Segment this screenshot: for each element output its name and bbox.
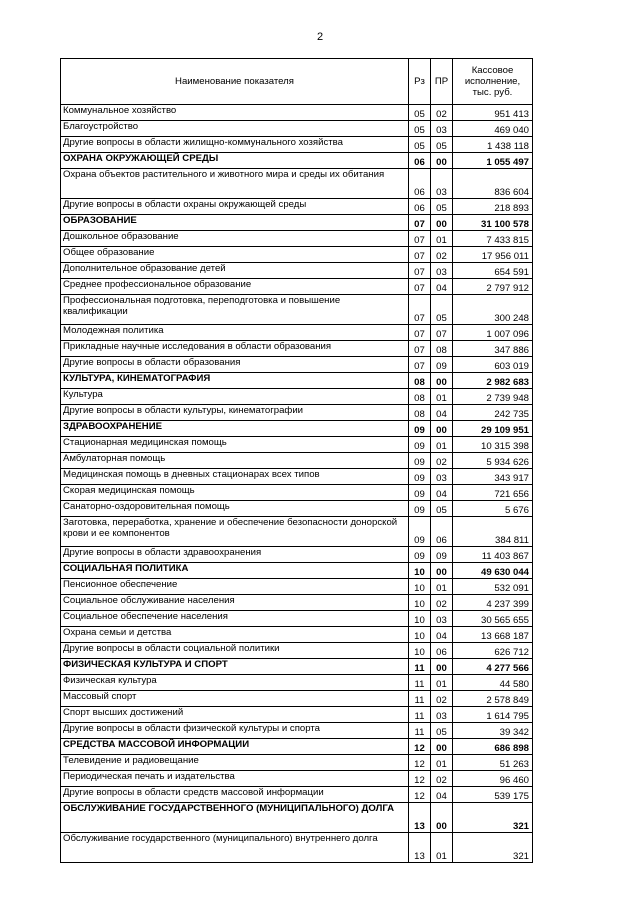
row-rz: 10 (409, 579, 431, 595)
row-pr: 04 (431, 405, 453, 421)
row-value: 532 091 (453, 579, 533, 595)
row-pr: 01 (431, 231, 453, 247)
row-rz: 11 (409, 659, 431, 675)
row-value: 5 934 626 (453, 453, 533, 469)
row-name: Коммунальное хозяйство (61, 105, 409, 121)
row-rz: 12 (409, 755, 431, 771)
row-rz: 07 (409, 263, 431, 279)
row-pr: 03 (431, 121, 453, 137)
row-value: 31 100 578 (453, 215, 533, 231)
table-row (61, 643, 533, 659)
row-name: Другие вопросы в области охраны окружающей среды (61, 199, 409, 215)
table-row (61, 357, 533, 373)
table-row (61, 279, 533, 295)
row-pr: 02 (431, 691, 453, 707)
row-pr: 07 (431, 325, 453, 341)
row-name: Стационарная медицинская помощь (61, 437, 409, 453)
row-name: Телевидение и радиовещание (61, 755, 409, 771)
row-rz: 09 (409, 485, 431, 501)
row-pr: 02 (431, 595, 453, 611)
row-pr: 05 (431, 723, 453, 739)
row-rz: 11 (409, 707, 431, 723)
row-value: 654 591 (453, 263, 533, 279)
row-name: Заготовка, переработка, хранение и обеспечение безопасности донорской крови и ее компонентов (61, 517, 409, 547)
row-name: ФИЗИЧЕСКАЯ КУЛЬТУРА И СПОРТ (61, 659, 409, 675)
table-row (61, 437, 533, 453)
header-value: Кассовое исполнение, тыс. руб. (453, 59, 533, 105)
row-rz: 09 (409, 517, 431, 547)
row-value: 13 668 187 (453, 627, 533, 643)
row-rz: 10 (409, 643, 431, 659)
budget-table (60, 58, 533, 863)
row-name: Другие вопросы в области здравоохранения (61, 547, 409, 563)
row-value: 469 040 (453, 121, 533, 137)
table-header-row (61, 59, 533, 105)
row-pr: 02 (431, 453, 453, 469)
row-pr: 03 (431, 707, 453, 723)
header-pr: ПР (431, 59, 453, 105)
table-row (61, 563, 533, 579)
table-row (61, 517, 533, 547)
row-pr: 03 (431, 263, 453, 279)
row-value: 1 614 795 (453, 707, 533, 723)
row-rz: 10 (409, 595, 431, 611)
table-row (61, 295, 533, 325)
row-pr: 03 (431, 611, 453, 627)
row-name: КУЛЬТУРА, КИНЕМАТОГРАФИЯ (61, 373, 409, 389)
row-rz: 06 (409, 153, 431, 169)
table-row (61, 121, 533, 137)
row-value: 49 630 044 (453, 563, 533, 579)
row-value: 343 917 (453, 469, 533, 485)
row-value: 39 342 (453, 723, 533, 739)
row-rz: 07 (409, 325, 431, 341)
row-name: ОБРАЗОВАНИЕ (61, 215, 409, 231)
table-row (61, 659, 533, 675)
table-row (61, 231, 533, 247)
row-name: Социальное обеспечение населения (61, 611, 409, 627)
row-pr: 01 (431, 579, 453, 595)
row-name: ОХРАНА ОКРУЖАЮЩЕЙ СРЕДЫ (61, 153, 409, 169)
row-name: ЗДРАВООХРАНЕНИЕ (61, 421, 409, 437)
page-number: 2 (316, 31, 324, 43)
row-name: Другие вопросы в области средств массовой информации (61, 787, 409, 803)
row-value: 321 (453, 803, 533, 833)
row-pr: 03 (431, 469, 453, 485)
row-value: 626 712 (453, 643, 533, 659)
row-rz: 09 (409, 421, 431, 437)
row-name: Пенсионное обеспечение (61, 579, 409, 595)
row-rz: 11 (409, 691, 431, 707)
row-value: 384 811 (453, 517, 533, 547)
row-name: Охрана семьи и детства (61, 627, 409, 643)
row-name: Скорая медицинская помощь (61, 485, 409, 501)
table-row (61, 199, 533, 215)
table-row (61, 579, 533, 595)
row-rz: 07 (409, 247, 431, 263)
row-value: 96 460 (453, 771, 533, 787)
table-row (61, 755, 533, 771)
row-pr: 02 (431, 105, 453, 121)
row-rz: 09 (409, 469, 431, 485)
row-value: 11 403 867 (453, 547, 533, 563)
row-value: 1 055 497 (453, 153, 533, 169)
row-rz: 12 (409, 787, 431, 803)
row-pr: 01 (431, 437, 453, 453)
row-name: Спорт высших достижений (61, 707, 409, 723)
row-rz: 09 (409, 437, 431, 453)
row-value: 44 580 (453, 675, 533, 691)
table-row (61, 501, 533, 517)
row-pr: 00 (431, 659, 453, 675)
row-name: Другие вопросы в области культуры, кинематографии (61, 405, 409, 421)
row-pr: 08 (431, 341, 453, 357)
row-rz: 12 (409, 739, 431, 755)
row-value: 5 676 (453, 501, 533, 517)
row-name: Обслуживание государственного (муниципального) внутреннего долга (61, 833, 409, 863)
row-pr: 04 (431, 627, 453, 643)
row-rz: 10 (409, 611, 431, 627)
table-row (61, 421, 533, 437)
row-pr: 06 (431, 517, 453, 547)
table-row (61, 469, 533, 485)
row-name: Молодежная политика (61, 325, 409, 341)
row-rz: 07 (409, 231, 431, 247)
row-rz: 07 (409, 295, 431, 325)
row-name: Дополнительное образование детей (61, 263, 409, 279)
row-name: Дошкольное образование (61, 231, 409, 247)
row-name: СРЕДСТВА МАССОВОЙ ИНФОРМАЦИИ (61, 739, 409, 755)
row-value: 218 893 (453, 199, 533, 215)
row-name: Медицинская помощь в дневных стационарах всех типов (61, 469, 409, 485)
row-pr: 04 (431, 279, 453, 295)
row-name: Культура (61, 389, 409, 405)
row-pr: 02 (431, 247, 453, 263)
table-row (61, 691, 533, 707)
row-value: 1 007 096 (453, 325, 533, 341)
row-rz: 08 (409, 373, 431, 389)
row-name: ОБСЛУЖИВАНИЕ ГОСУДАРСТВЕННОГО (МУНИЦИПАЛЬНОГО) ДОЛГА (61, 803, 409, 833)
table-row (61, 595, 533, 611)
row-name: Периодическая печать и издательства (61, 771, 409, 787)
table-row (61, 771, 533, 787)
row-pr: 00 (431, 373, 453, 389)
row-rz: 08 (409, 389, 431, 405)
row-value: 242 735 (453, 405, 533, 421)
row-pr: 00 (431, 563, 453, 579)
row-name: Охрана объектов растительного и животного мира и среды их обитания (61, 169, 409, 199)
table-row (61, 803, 533, 833)
table-row (61, 547, 533, 563)
table-row (61, 675, 533, 691)
table-row (61, 137, 533, 153)
row-rz: 07 (409, 215, 431, 231)
row-name: Массовый спорт (61, 691, 409, 707)
row-rz: 09 (409, 453, 431, 469)
row-pr: 00 (431, 803, 453, 833)
row-value: 2 578 849 (453, 691, 533, 707)
row-pr: 04 (431, 787, 453, 803)
row-pr: 06 (431, 643, 453, 659)
row-name: Социальное обслуживание населения (61, 595, 409, 611)
row-rz: 07 (409, 279, 431, 295)
table-row (61, 153, 533, 169)
table-row (61, 389, 533, 405)
row-value: 17 956 011 (453, 247, 533, 263)
row-value: 10 315 398 (453, 437, 533, 453)
row-name: Другие вопросы в области образования (61, 357, 409, 373)
row-value: 30 565 655 (453, 611, 533, 627)
row-rz: 08 (409, 405, 431, 421)
row-name: Другие вопросы в области жилищно-коммунального хозяйства (61, 137, 409, 153)
row-rz: 09 (409, 547, 431, 563)
row-pr: 01 (431, 389, 453, 405)
row-value: 539 175 (453, 787, 533, 803)
row-rz: 05 (409, 105, 431, 121)
row-pr: 00 (431, 739, 453, 755)
row-rz: 10 (409, 627, 431, 643)
row-value: 4 237 399 (453, 595, 533, 611)
table-row (61, 739, 533, 755)
row-rz: 05 (409, 121, 431, 137)
row-value: 2 797 912 (453, 279, 533, 295)
table-row (61, 485, 533, 501)
row-value: 951 413 (453, 105, 533, 121)
table-row (61, 453, 533, 469)
row-pr: 09 (431, 357, 453, 373)
row-pr: 01 (431, 833, 453, 863)
row-rz: 07 (409, 341, 431, 357)
table-row (61, 787, 533, 803)
row-value: 721 656 (453, 485, 533, 501)
table-row (61, 723, 533, 739)
row-pr: 01 (431, 675, 453, 691)
row-rz: 05 (409, 137, 431, 153)
row-value: 603 019 (453, 357, 533, 373)
table-row (61, 169, 533, 199)
row-rz: 11 (409, 675, 431, 691)
row-name: Санаторно-оздоровительная помощь (61, 501, 409, 517)
row-value: 7 433 815 (453, 231, 533, 247)
row-name: Профессиональная подготовка, переподготовка и повышение квалификации (61, 295, 409, 325)
row-name: Среднее профессиональное образование (61, 279, 409, 295)
row-pr: 05 (431, 295, 453, 325)
row-name: Прикладные научные исследования в области образования (61, 341, 409, 357)
table-row (61, 105, 533, 121)
table-row (61, 405, 533, 421)
row-pr: 05 (431, 501, 453, 517)
header-rz: Рз (409, 59, 431, 105)
table-row (61, 247, 533, 263)
table-row (61, 263, 533, 279)
row-value: 2 982 683 (453, 373, 533, 389)
table-row (61, 611, 533, 627)
table-row (61, 325, 533, 341)
row-rz: 07 (409, 357, 431, 373)
row-pr: 00 (431, 421, 453, 437)
row-pr: 00 (431, 153, 453, 169)
row-value: 347 886 (453, 341, 533, 357)
row-value: 686 898 (453, 739, 533, 755)
row-value: 51 263 (453, 755, 533, 771)
row-pr: 01 (431, 755, 453, 771)
row-rz: 12 (409, 771, 431, 787)
table-body (61, 105, 533, 863)
row-rz: 06 (409, 169, 431, 199)
row-value: 2 739 948 (453, 389, 533, 405)
row-pr: 02 (431, 771, 453, 787)
row-pr: 09 (431, 547, 453, 563)
table-row (61, 707, 533, 723)
table-row (61, 215, 533, 231)
row-pr: 00 (431, 215, 453, 231)
row-pr: 04 (431, 485, 453, 501)
row-name: Амбулаторная помощь (61, 453, 409, 469)
row-value: 1 438 118 (453, 137, 533, 153)
row-name: Другие вопросы в области социальной политики (61, 643, 409, 659)
row-value: 321 (453, 833, 533, 863)
row-rz: 09 (409, 501, 431, 517)
row-rz: 06 (409, 199, 431, 215)
header-name: Наименование показателя (61, 59, 409, 105)
row-value: 29 109 951 (453, 421, 533, 437)
table-row (61, 833, 533, 863)
table-row (61, 341, 533, 357)
table-row (61, 627, 533, 643)
row-name: Благоустройство (61, 121, 409, 137)
row-rz: 13 (409, 803, 431, 833)
row-name: Физическая культура (61, 675, 409, 691)
row-rz: 11 (409, 723, 431, 739)
row-rz: 10 (409, 563, 431, 579)
row-value: 836 604 (453, 169, 533, 199)
row-value: 300 248 (453, 295, 533, 325)
table-row (61, 373, 533, 389)
row-name: Другие вопросы в области физической культуры и спорта (61, 723, 409, 739)
row-name: СОЦИАЛЬНАЯ ПОЛИТИКА (61, 563, 409, 579)
row-rz: 13 (409, 833, 431, 863)
row-name: Общее образование (61, 247, 409, 263)
row-pr: 05 (431, 199, 453, 215)
row-value: 4 277 566 (453, 659, 533, 675)
row-pr: 05 (431, 137, 453, 153)
row-pr: 03 (431, 169, 453, 199)
